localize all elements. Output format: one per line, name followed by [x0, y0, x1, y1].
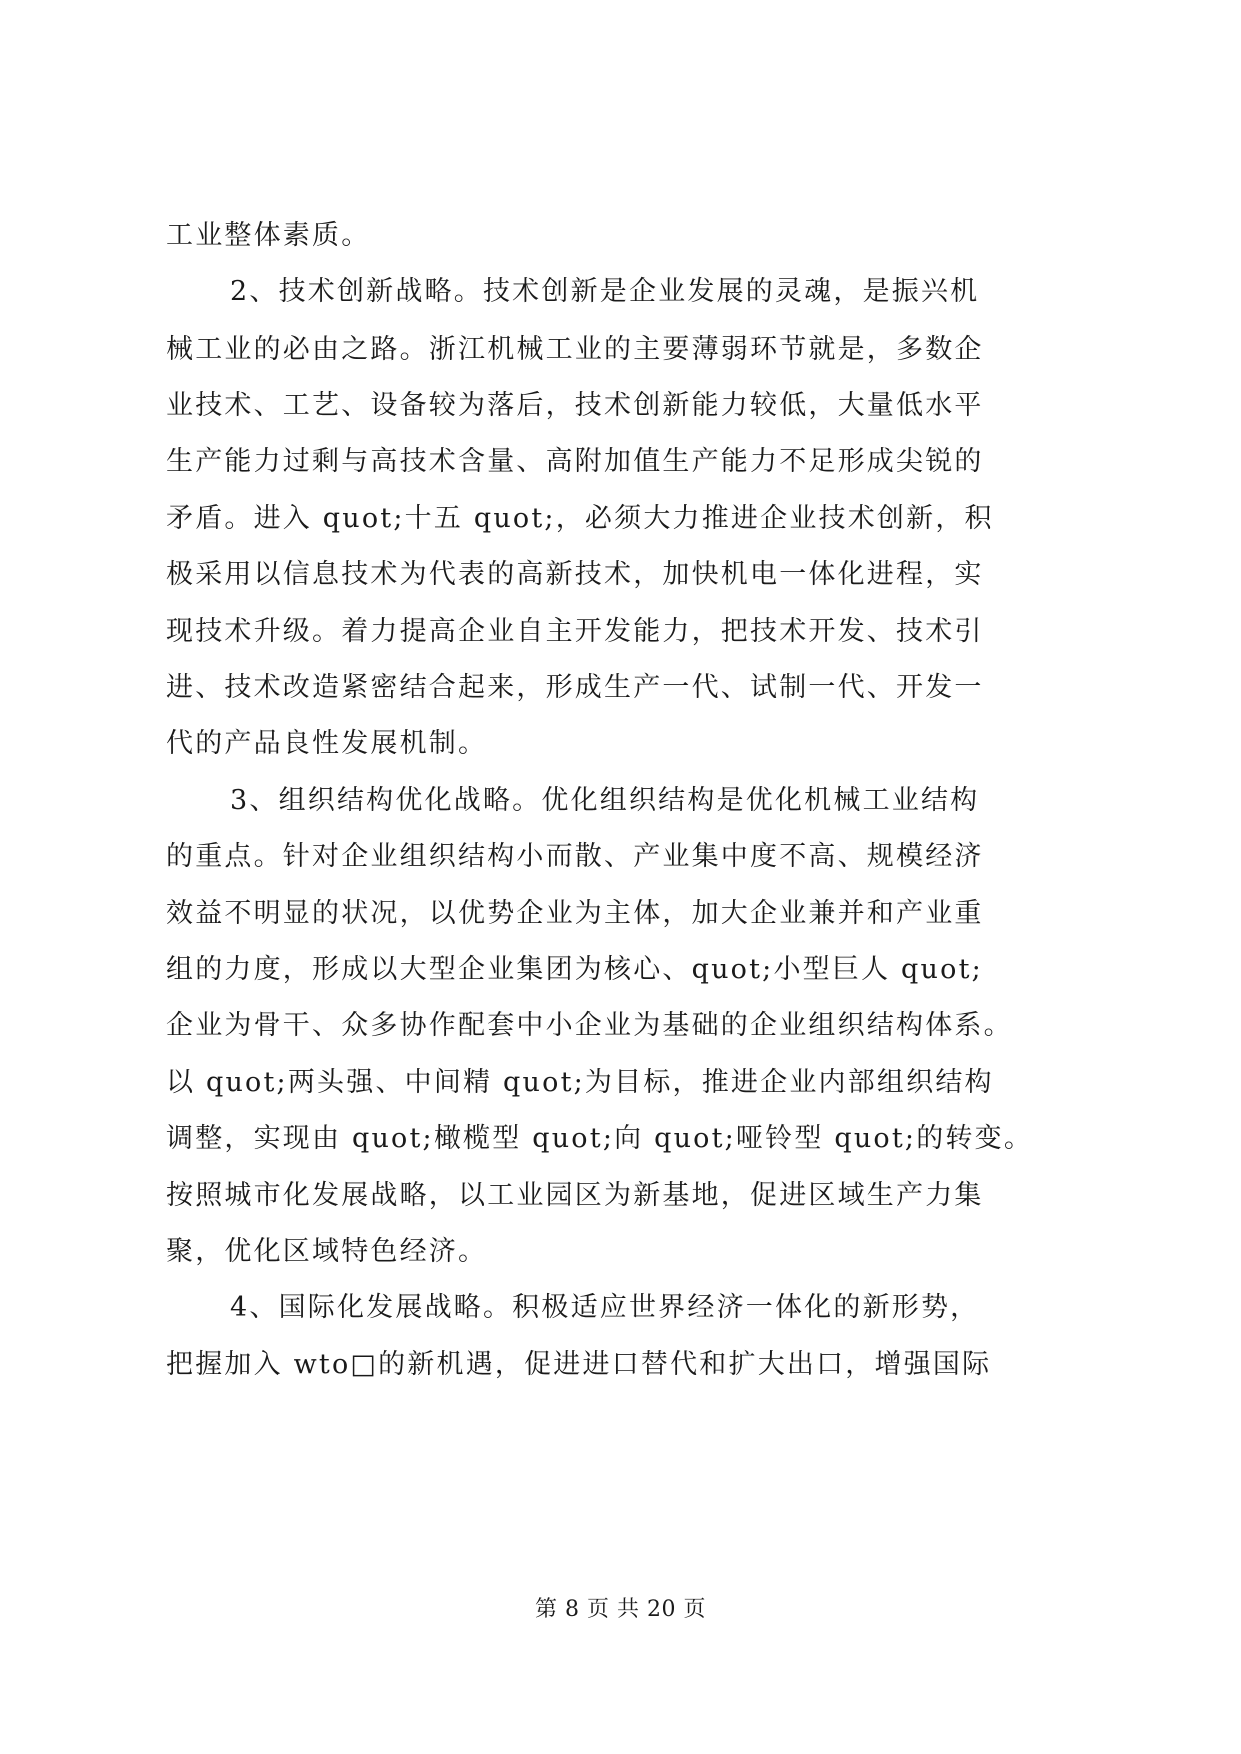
- text-line: 极采用以信息技术为代表的高新技术，加快机电一体化进程，实: [166, 559, 984, 590]
- text-line: 生产能力过剩与高技术含量、高附加值生产能力不足形成尖锐的: [166, 446, 984, 477]
- text-line: 企业为骨干、众多协作配套中小企业为基础的企业组织结构体系。: [166, 1010, 1013, 1041]
- text-line: 的重点。针对企业组织结构小而散、产业集中度不高、规模经济: [166, 841, 984, 872]
- text-line: 以 quot;两头强、中间精 quot;为目标，推进企业内部组织结构: [166, 1067, 994, 1098]
- text-line: 现技术升级。着力提高企业自主开发能力，把技术开发、技术引: [166, 616, 984, 647]
- text-line: 聚，优化区域特色经济。: [166, 1236, 488, 1267]
- text-line: 4、国际化发展战略。积极适应世界经济一体化的新形势，: [230, 1292, 980, 1323]
- text-line: 调整，实现由 quot;橄榄型 quot;向 quot;哑铃型 quot;的转变。: [166, 1123, 1034, 1154]
- text-line: 效益不明显的状况，以优势企业为主体，加大企业兼并和产业重: [166, 898, 984, 929]
- page-footer: 第 8 页 共 20 页: [535, 1597, 706, 1622]
- text-line: 把握加入 wto□的新机遇，促进进口替代和扩大出口，增强国际: [166, 1349, 992, 1380]
- text-line: 代的产品良性发展机制。: [166, 728, 488, 759]
- text-line: 械工业的必由之路。浙江机械工业的主要薄弱环节就是，多数企: [166, 334, 984, 365]
- text-line: 进、技术改造紧密结合起来，形成生产一代、试制一代、开发一: [166, 672, 984, 703]
- text-line: 按照城市化发展战略，以工业园区为新基地，促进区域生产力集: [166, 1180, 984, 1211]
- text-line: 2、技术创新战略。技术创新是企业发展的灵魂，是振兴机: [230, 276, 980, 307]
- text-line: 矛盾。进入 quot;十五 quot;，必须大力推进企业技术创新，积: [166, 503, 994, 534]
- text-line: 3、组织结构优化战略。优化组织结构是优化机械工业结构: [230, 785, 980, 816]
- text-line: 组的力度，形成以大型企业集团为核心、quot;小型巨人 quot;: [166, 954, 983, 985]
- text-line: 业技术、工艺、设备较为落后，技术创新能力较低，大量低水平: [166, 390, 984, 421]
- text-line: 工业整体素质。: [166, 220, 371, 251]
